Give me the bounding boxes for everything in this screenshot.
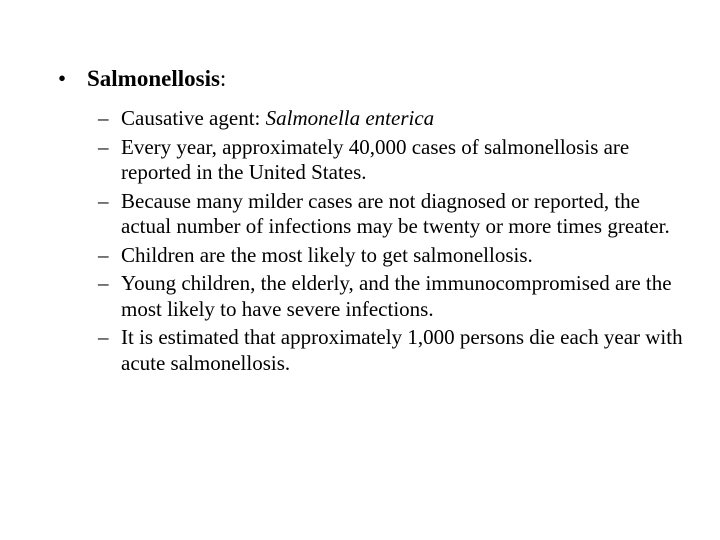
dash-icon: – [98, 188, 109, 213]
list-item [98, 189, 688, 240]
list-item [98, 106, 688, 132]
dash-icon: – [98, 242, 109, 267]
list-item [98, 243, 688, 269]
item-text: Because many milder cases are not diagnosed or reported, the actual number of infections may be twenty or more times greater. [121, 188, 670, 238]
item-text: Every year, approximately 40,000 cases of salmonellosis are reported in the United States. [121, 134, 630, 184]
list-item [98, 135, 688, 186]
main-bullet [58, 62, 226, 96]
item-text: Young children, the elderly, and the immunocompromised are the most likely to have severe infections. [121, 271, 672, 321]
dash-icon: – [98, 325, 109, 349]
bullet-icon: • [58, 66, 67, 91]
list-item [98, 271, 688, 322]
item-italic-text: Salmonella enterica [265, 106, 435, 130]
heading-colon: : [219, 66, 227, 91]
slide-heading: Salmonellosis [87, 66, 220, 91]
dash-icon: – [98, 271, 109, 295]
dash-icon: – [98, 106, 109, 130]
list-item [98, 325, 688, 376]
dash-icon: – [98, 134, 109, 159]
item-text: It is estimated that approximately 1,000 persons die each year with acute salmonellosis. [121, 325, 683, 375]
item-text: Children are the most likely to get salmonellosis. [121, 242, 533, 267]
item-text: Causative agent: [121, 106, 266, 130]
sub-bullet-list [98, 106, 688, 379]
